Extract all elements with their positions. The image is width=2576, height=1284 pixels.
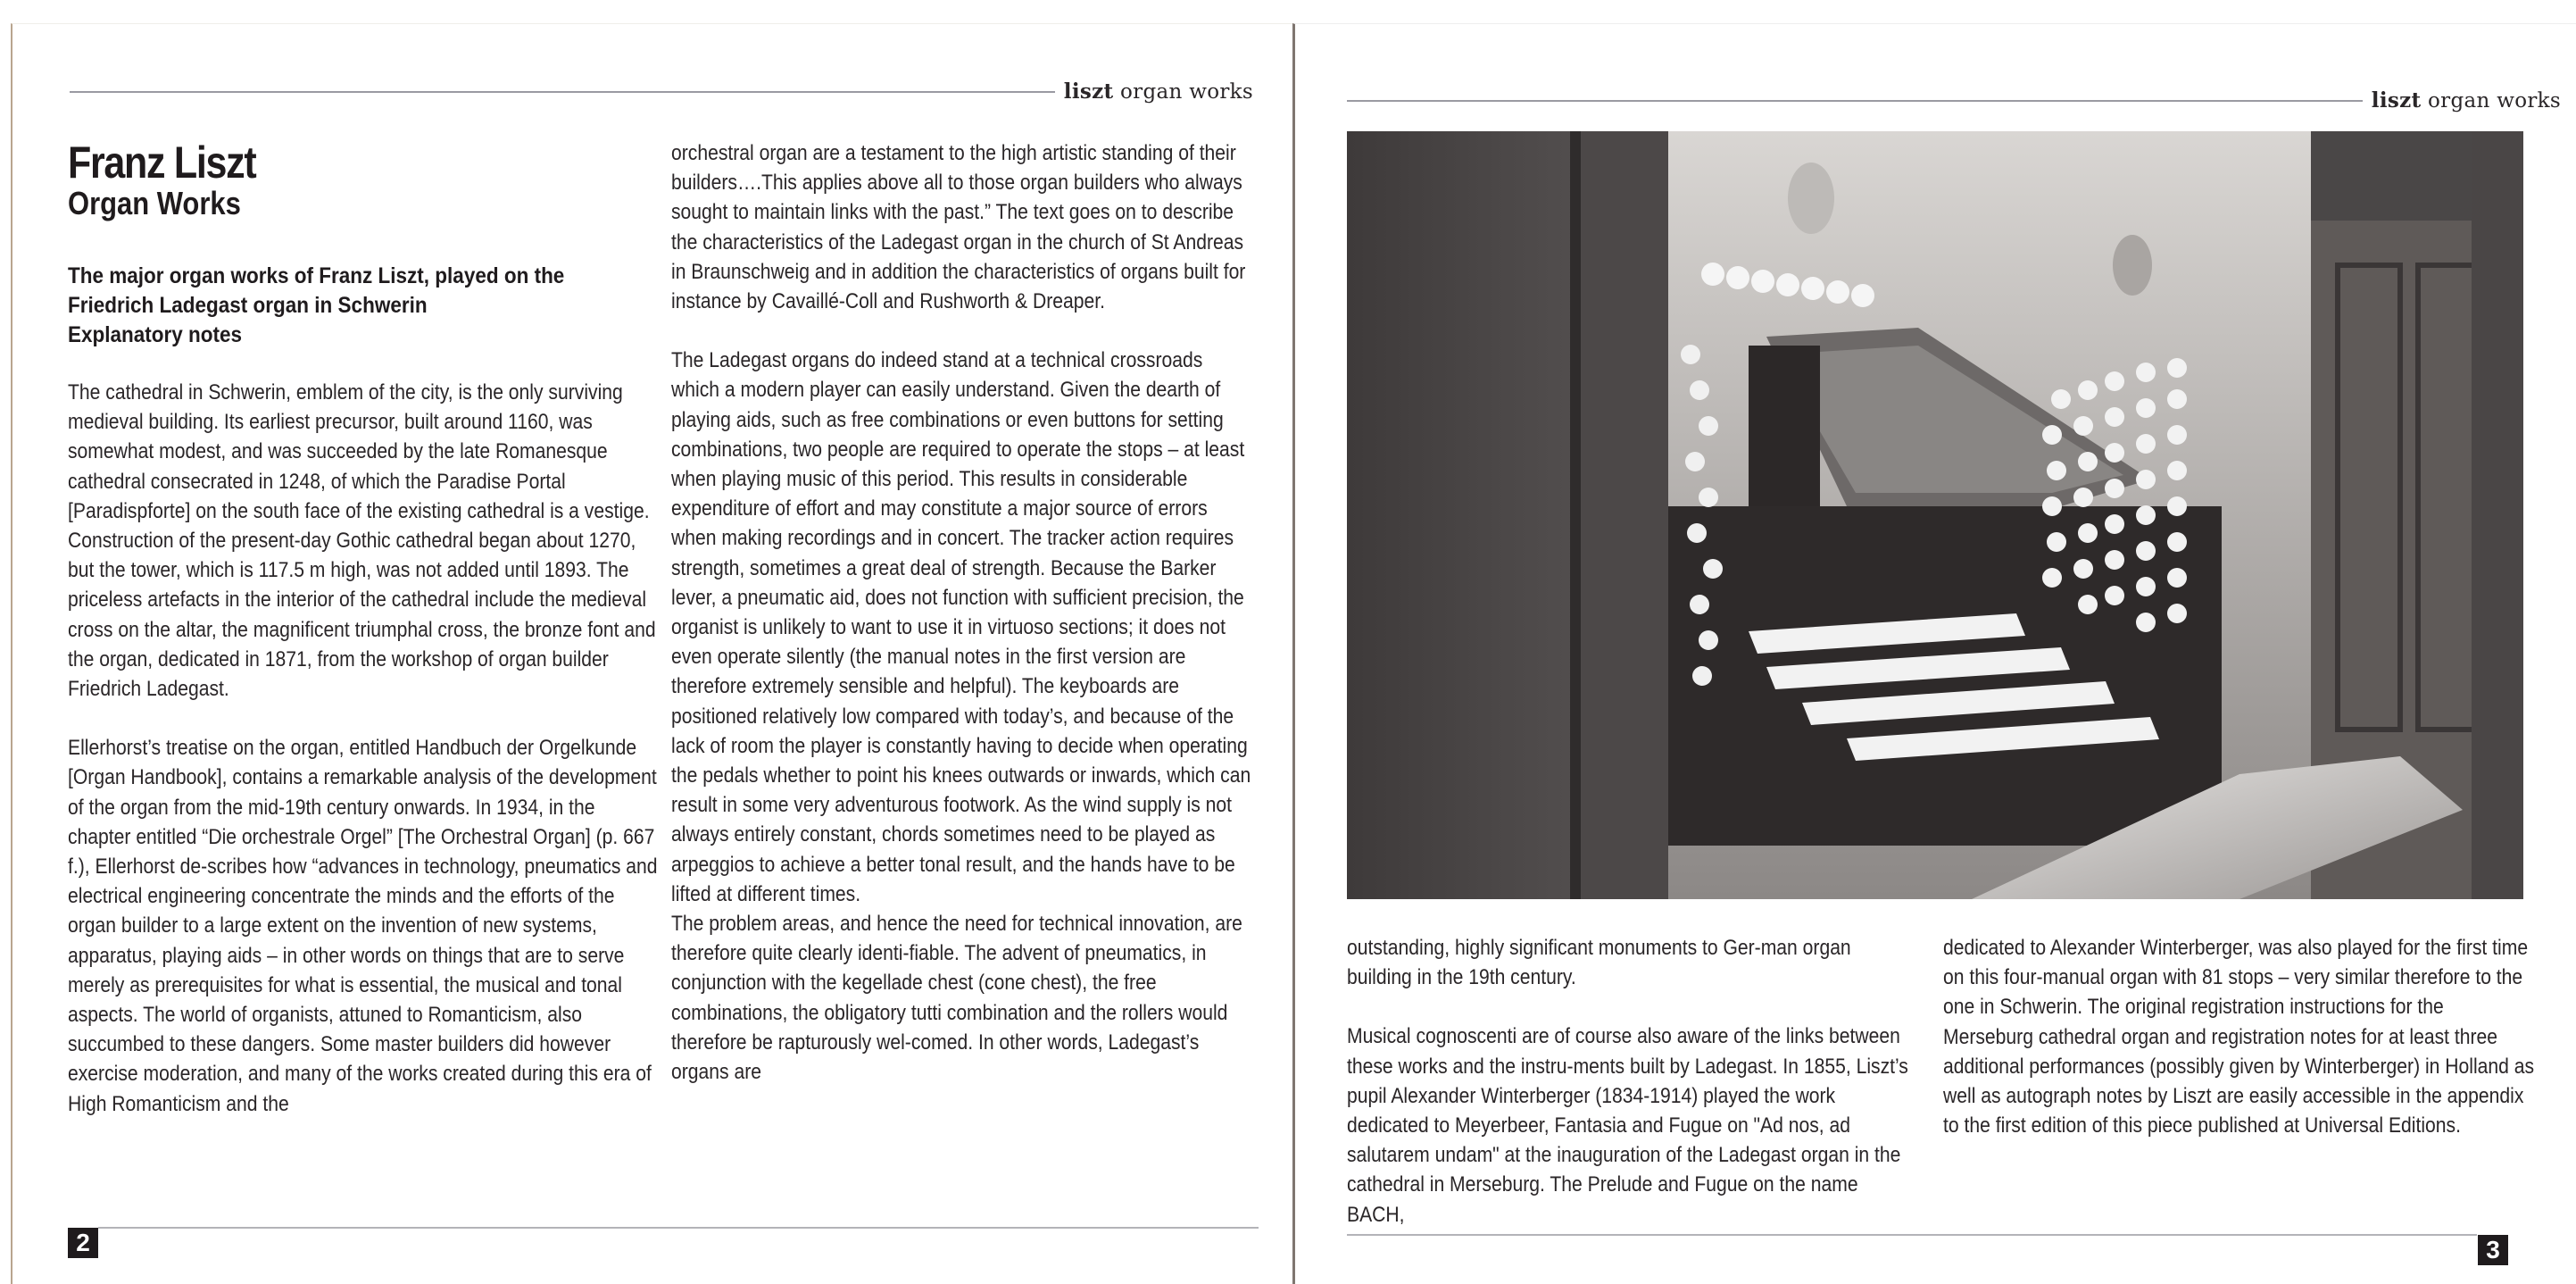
- running-head-bold: liszt: [1063, 79, 1114, 104]
- title-block: [68, 138, 287, 222]
- page-subtitle: Organ Works: [68, 185, 241, 221]
- paragraph: [1347, 1021, 1918, 1229]
- lamp: [2113, 235, 2152, 296]
- paragraph: [1943, 933, 2535, 1140]
- organ-console-photo: [1347, 131, 2523, 899]
- paragraph-text: Musical cognoscenti are of course also aware of the links between these works and the instru-ments built by Ladegast. In 1855, Liszt’s pupil Alexander Winterberger (1834-1914) played the work dedicated to Meyerbeer, Fantasia and Fugue on "Ad nos, ad salutarem undam" at the inauguration of the Ladegast organ in the cathedral in Merseburg. The Prelude and Fugue on the name BACH,: [1347, 1024, 1908, 1227]
- lead-heading: [68, 262, 582, 350]
- paragraph: [68, 733, 657, 1119]
- paragraph-text: dedicated to Alexander Winterberger, was also played for the first time on this four-manual organ with 81 stops – very similar therefore to the one in Schwerin. The original registration instructions for the Merseburg cathedral organ and registration notes for at least three additional performances (possibly given by Winterberger) in Holland as well as autograph notes by Liszt are easily accessible in the appendix to the first edition of this piece published at Universal Editions.: [1943, 936, 2535, 1138]
- running-head-text: [1064, 79, 1253, 104]
- page-number: 2: [68, 1228, 98, 1258]
- running-head-rest: organ works: [2421, 89, 2561, 113]
- paragraph-text: The Ladegast organs do indeed stand at a technical crossroads which a modern player can easily understand. Given the dearth of playing aids, such as free combinations or even buttons for setting combinations, two people are required to operate the stops – at least when playing music of this period. This results in considerable expenditure of effort and may constitute a major source of errors when making recordings and in concert. The tracker action requires strength, sometimes a great deal of strength. Because the Barker lever, a pneumatic aid, does not function with sufficient precision, the organist is unlikely to want to use it in virtuoso sections; it does not even operate silently (the manual notes in the first version are therefore extremely sensible and helpful). The keyboards are positioned relatively low compared with today’s, and because of the lack of room the player is constantly having to decide when operating the pedals whether to point his knees outwards or inwards, which can result in some very adventurous footwork. As the wind supply is not always entirely constant, chords sometimes need to be played as arpeggios to achieve a better tonal result, and the hands have to be lifted at different times.: [671, 348, 1251, 906]
- paragraph-text: orchestral organ are a testament to the high artistic standing of their builders….This applies above all to those organ builders who always sought to maintain links with the past.” The text goes on to describe the characteristics of the Ladegast organ in the church of St Andreas in Braunschweig and in addition the characteristics of organs built for instance by Cavaillé-Coll and Rushworth & Dreaper.: [671, 141, 1246, 314]
- page-title: Franz Liszt: [68, 138, 256, 188]
- paragraph: [68, 378, 657, 704]
- paragraph-text: The cathedral in Schwerin, emblem of the city, is the only surviving medieval building. Its earliest precursor, built around 1160, was somewhat modest, and was succeeded by the late Romanesque cathedral consecrated in 1248, of which the Paradise Portal [Paradispforte] on the south face of the existing cathedral is a vestige. Construction of the present-day Gothic cathedral began about 1270, but the tower, which is 117.5 m high, was not added until 1893. The priceless artefacts in the interior of the cathedral include the medieval cross on the altar, the magnificent triumphal cross, the bronze font and the organ, dedicated in 1871, from the workshop of organ builder Friedrich Ladegast.: [68, 380, 656, 702]
- lead-line: Explanatory notes: [68, 322, 243, 347]
- header-rule: [70, 91, 1055, 93]
- paragraph-text: The problem areas, and hence the need for technical innovation, are therefore quite clearly identi-fiable. The advent of pneumatics, in conjunction with the kegellade chest (cone chest), the free combinations, the obligatory tutti combination and the rollers would therefore be rapturously wel-comed. In other words, Ladegast’s organs are: [671, 912, 1242, 1085]
- running-head-text: [2372, 88, 2561, 113]
- paragraph: [1347, 933, 1918, 992]
- lead-line: Friedrich Ladegast organ in Schwerin: [68, 293, 428, 318]
- lamp: [1788, 163, 1834, 234]
- text-column: [1943, 933, 2535, 1140]
- right-page: [1292, 23, 2576, 1284]
- organ-photo-illustration: [1347, 131, 2523, 899]
- paragraph: [671, 138, 1251, 316]
- footer-rule: [98, 1227, 1259, 1229]
- text-column: [1347, 933, 1918, 1230]
- running-head: [70, 79, 1253, 104]
- left-page: [11, 23, 1292, 1284]
- running-head: [1347, 88, 2561, 113]
- paragraph-text: outstanding, highly significant monuments to Ger-man organ building in the 19th century.: [1347, 936, 1851, 990]
- lead-line: The major organ works of Franz Liszt, played on the: [68, 263, 565, 288]
- running-head-rest: organ works: [1113, 80, 1253, 104]
- text-column: [671, 138, 1251, 1087]
- running-head-bold: liszt: [2371, 88, 2422, 113]
- paragraph-text: Ellerhorst’s treatise on the organ, entitled Handbuch der Orgelkunde [Organ Handbook], contains a remarkable analysis of the development of the organ from the mid-19th century onwards. In 1934, in the chapter entitled “Die orchestrale Orgel” [The Orchestral Organ] (p. 667 f.), Ellerhorst de-scribes how “advances in technology, pneumatics and electrical engineering concentrate the minds and the efforts of the organ builder to a large extent on the invention of new systems, apparatus, playing aids – in other words on things that are to serve merely as prerequisites for what is essential, the musical and tonal aspects. The world of organists, attuned to Romanticism, also succumbed to these dangers. Some master builders did however exercise moderation, and many of the works created during this era of High Romanticism and the: [68, 736, 658, 1116]
- paragraph: [671, 346, 1251, 909]
- paragraph: [671, 909, 1251, 1087]
- page-number: 3: [2478, 1235, 2508, 1265]
- text-column: [68, 378, 657, 1119]
- footer-rule: [1347, 1234, 2477, 1236]
- header-rule: [1347, 100, 2363, 102]
